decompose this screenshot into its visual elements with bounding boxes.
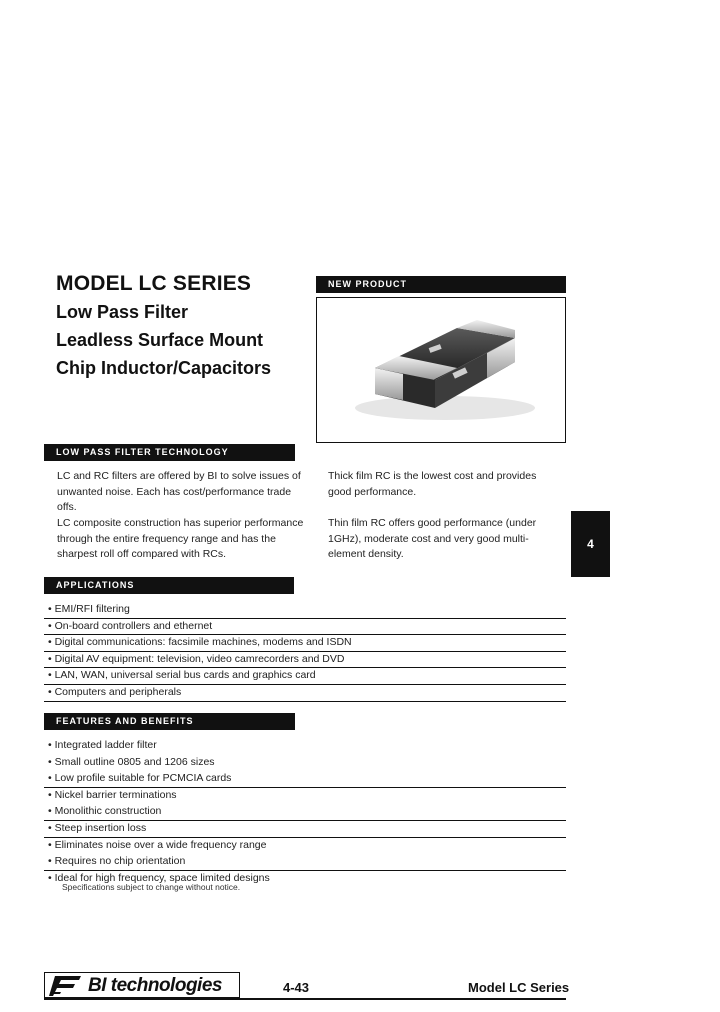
footer-series-name: Model LC Series <box>468 980 570 995</box>
chip-component-image <box>317 298 565 442</box>
footer-rule <box>44 998 566 1000</box>
chip-photo <box>316 297 566 443</box>
features-item: • Small outline 0805 and 1206 sizes <box>44 755 566 772</box>
brand-name: BI technologies <box>88 975 222 996</box>
applications-item: • Digital communications: facsimile machines, modems and ISDN <box>44 635 566 652</box>
bi-logo-icon <box>49 974 83 996</box>
subtitle-line-2: Leadless Surface Mount <box>56 330 264 350</box>
applications-item: • Digital AV equipment: television, video camrecorders and DVD <box>44 652 566 669</box>
page-title: MODEL LC SERIES <box>56 272 252 295</box>
chapter-tab: 4 <box>571 511 610 577</box>
new-product-bar: NEW PRODUCT <box>316 276 566 293</box>
technology-paragraph-1: LC and RC filters are offered by BI to solve issues of unwanted noise. Each has cost/performance trade offs. <box>57 470 301 513</box>
applications-item: • On-board controllers and ethernet <box>44 619 566 636</box>
features-item: • Nickel barrier terminations <box>44 788 566 805</box>
technology-paragraph-3: Thick film RC is the lowest cost and provides good performance. <box>328 470 537 498</box>
features-item: • Ideal for high frequency, space limited designs <box>44 871 566 888</box>
subtitle-line-3: Chip Inductor/Capacitors <box>56 358 272 378</box>
features-list <box>44 738 566 887</box>
features-item: • Integrated ladder filter <box>44 738 566 755</box>
applications-list <box>44 602 566 702</box>
features-item: • Eliminates noise over a wide frequency range <box>44 838 566 855</box>
applications-item: • LAN, WAN, universal serial bus cards and graphics card <box>44 668 566 685</box>
applications-item: • Computers and peripherals <box>44 685 566 702</box>
technology-paragraph-4: Thin film RC offers good performance (under 1GHz), moderate cost and very good multi-element density. <box>328 517 537 560</box>
features-item: • Steep insertion loss <box>44 821 566 838</box>
page-number: 4-43 <box>283 980 310 995</box>
applications-item: • EMI/RFI filtering <box>44 602 566 619</box>
features-item: • Low profile suitable for PCMCIA cards <box>44 771 566 788</box>
features-item: • Monolithic construction <box>44 804 566 821</box>
applications-section-bar: APPLICATIONS <box>44 577 294 594</box>
features-section-bar: FEATURES AND BENEFITS <box>44 713 295 730</box>
technology-paragraph-2: LC composite construction has superior performance through the entire frequency range and has the sharpest roll off compared with RCs. <box>57 517 304 560</box>
features-item: • Requires no chip orientation <box>44 854 566 871</box>
subtitle-line-1: Low Pass Filter <box>56 302 189 322</box>
technology-section-bar: LOW PASS FILTER TECHNOLOGY <box>44 444 295 461</box>
specifications-note: Specifications subject to change without notice. <box>62 882 241 892</box>
